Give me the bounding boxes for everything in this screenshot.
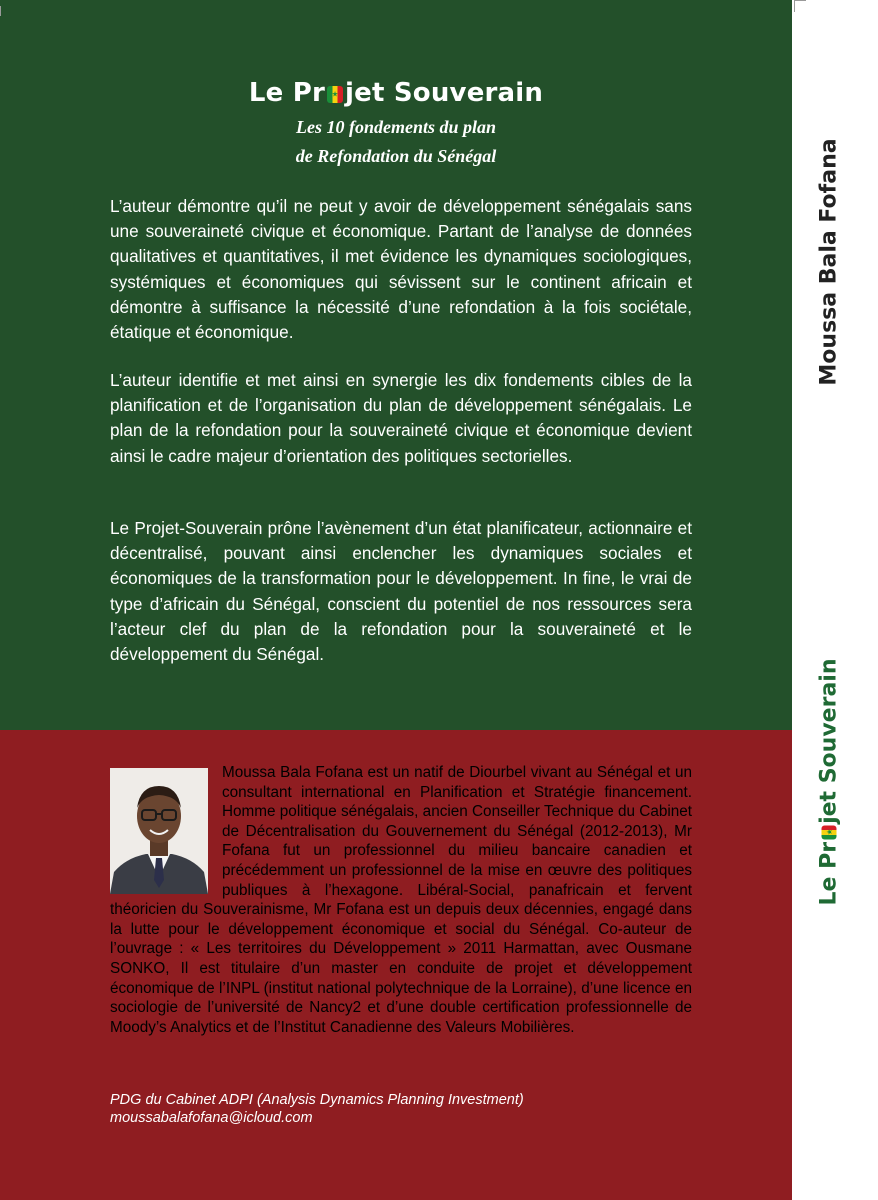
spine-title: Le Prjet Souverain <box>816 658 842 906</box>
spine-author-name: Moussa Bala Fofana <box>816 138 842 386</box>
cover-subtitle-line1: Les 10 fondements du plan <box>295 117 496 137</box>
cover-subtitle-line2: de Refondation du Sénégal <box>295 146 497 166</box>
senegal-flag-icon <box>822 826 837 840</box>
crop-mark <box>0 6 1 16</box>
summary-paragraph-2: L’auteur identifie et met ainsi en synergie les dix fondements cibles de la planification et de l’organisation du plan de développement sénégalais. Le plan de la refondation pour la souveraineté civique et économique devient ainsi le cadre majeur d’orientation des politiques sectorielles. <box>110 370 692 466</box>
author-role: PDG du Cabinet ADPI (Analysis Dynamics Planning Investment) <box>110 1092 524 1108</box>
cover-title: Le Pr jet Souverain <box>248 78 544 108</box>
author-email: moussabalafofana@icloud.com <box>110 1110 313 1126</box>
summary-paragraph-1: L’auteur démontre qu’il ne peut y avoir de développement sénégalais sans une souveraineté civique et économique. Partant de l’analyse de données qualitatives et quantitatives, il met évidence les dynamiques sociologiques, systémiques et économiques qui sévissent sur le continent africain et démontre à suffisance la nécessité d’une refondation à la fois sociétale, étatique et économique. <box>110 196 692 343</box>
author-bio: Moussa Bala Fofana est un natif de Diourbel vivant au Sénégal et un consultant international en Planification et Stratégie financement. Homme politique sénégalais, ancien Conseiller Technique du Cabinet de Décentralisation du Gouvernement du Sénégal (2012-2013), Mr Fofana fut un professionnel du milieu bancaire canadien et précédemment un professionnel de la mise en œuvre des politiques publiques à l’hexagone. Libéral-Social, panafricain et fervent théoricien du Souverainisme, Mr Fofana est un depuis deux décennies, engagé dans la lutte pour le développement économique et social du Sénégal. Co-auteur de l’ouvrage : « Les territoires du Développement » 2011 Harmattan, avec Ousmane SONKO, Il est titulaire d’un master en conduite de projet et développement économique de l’INPL (institut national polytechnique de la Lorraine), d’une licence en sociologie de l’université de Nancy2 et d’une double certification professionnelle de Moody’s Analytics et de l’Institut Canadienne des Valeurs Mobilières. <box>110 764 692 1036</box>
crop-mark <box>794 0 795 12</box>
senegal-flag-icon <box>327 86 343 103</box>
crop-mark <box>794 0 806 1</box>
summary-paragraph-3: Le Projet-Souverain prône l’avènement d’un état planificateur, actionnaire et décentralisé, pouvant ainsi enclencher les dynamiques sociales et économiques de la transformation pour le développement. In fine, le vrai de type d’africain du Sénégal, conscient du potentiel de nos ressources sera l’acteur clef du plan de la refondation pour la souveraineté et le développement du Sénégal. <box>110 518 692 665</box>
